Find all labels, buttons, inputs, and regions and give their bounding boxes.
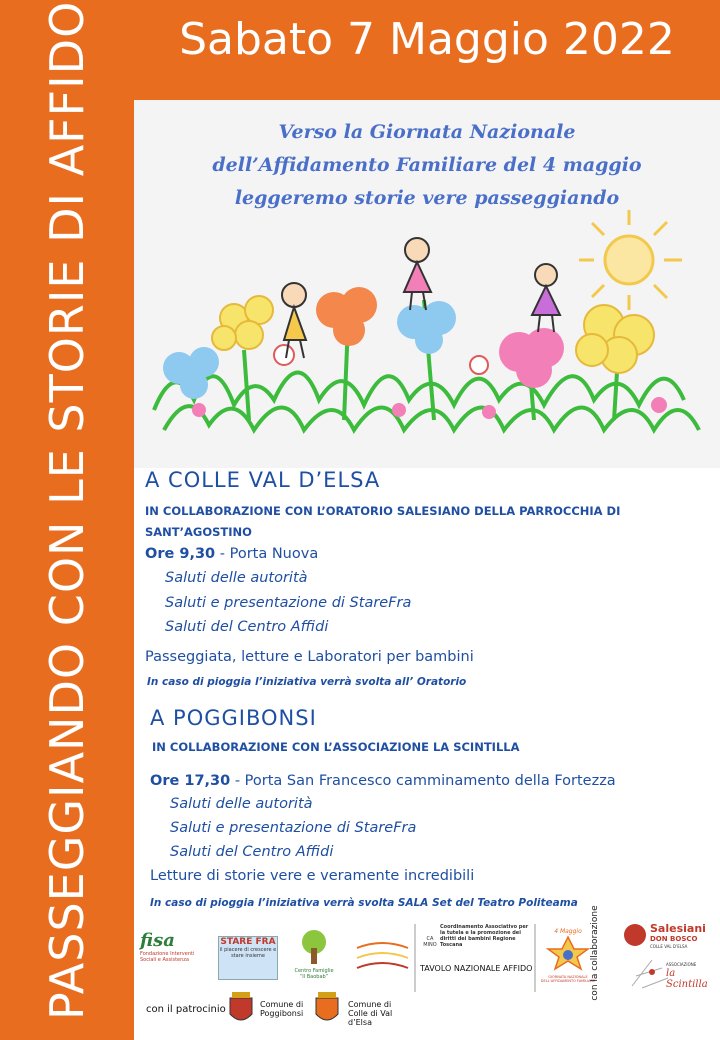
colle-item-1: Saluti delle autorità	[165, 570, 308, 586]
fisa-logo	[140, 930, 210, 985]
salesiani-emblem-icon	[624, 924, 646, 946]
salesiani-wordmark: Salesiani	[650, 922, 706, 935]
salesiani-caption: COLLE VAL D’ELSA	[650, 944, 688, 949]
comune-poggibonsi-label: Comune di Poggibonsi	[260, 1000, 304, 1018]
colle-collab-line-1: IN COLLABORAZIONE CON L’ORATORIO SALESIANO DELLA PARROCCHIA DI	[145, 504, 621, 518]
subtitle-line-3: leggeremo storie vere passeggiando	[234, 187, 620, 209]
colle-title: A COLLE VAL D’ELSA	[145, 468, 381, 492]
centro-famiglie-logo	[284, 928, 344, 986]
poggibonsi-crest-icon	[226, 990, 256, 1028]
don-bosco-label: DON BOSCO	[650, 935, 698, 943]
flower-icon	[163, 301, 456, 399]
side-title: PASSEGGIANDO CON LE STORIE DI AFFIDO	[40, 0, 94, 1020]
waves-icon	[355, 938, 410, 980]
associazione-label: ASSOCIAZIONE	[666, 962, 697, 967]
child-figure-icon	[532, 264, 560, 332]
scintilla-logo	[622, 956, 718, 990]
starefra-logo	[218, 936, 278, 980]
event-date: Sabato 7 Maggio 2022	[179, 14, 675, 65]
poggibonsi-item-2: Saluti e presentazione di StareFra	[170, 820, 417, 836]
sun-icon	[579, 210, 682, 310]
comune-colle-label: Comune di Colle di Val d’Elsa	[348, 1000, 393, 1027]
child-figure-icon	[404, 238, 431, 310]
subtitle-line-1: Verso la Giornata Nazionale	[278, 121, 576, 143]
children-flowers-drawing	[134, 100, 720, 468]
colle-collab-line-2: SANT’AGOSTINO	[145, 525, 252, 539]
poggibonsi-item-1: Saluti delle autorità	[170, 796, 313, 812]
fisa-caption: Fondazione Interventi Sociali e Assistenza	[140, 951, 195, 963]
giornata-logo	[538, 928, 598, 988]
poggibonsi-item-3: Saluti del Centro Affidi	[170, 844, 334, 860]
colle-activity: Passeggiata, letture e Laboratori per bambini	[145, 649, 474, 665]
tavolo-label: TAVOLO NAZIONALE AFFIDO	[420, 964, 533, 973]
camino-abbr: CA MINO	[423, 936, 437, 948]
flower-icon	[316, 287, 377, 346]
scintilla-wordmark: la Scintilla	[666, 968, 708, 990]
poggibonsi-time: Ore 17,30	[150, 773, 231, 789]
hero-illustration	[134, 100, 720, 468]
starefra-wordmark: STARE FRA	[220, 937, 276, 947]
colle-place: - Porta Nuova	[215, 546, 319, 562]
poggibonsi-time-row	[150, 773, 616, 789]
poggibonsi-rain-note: In caso di pioggia l’iniziativa verrà svolta SALA Set del Teatro Politeama	[150, 897, 578, 909]
colle-item-2: Saluti e presentazione di StareFra	[165, 595, 412, 611]
colle-rain-note: In caso di pioggia l’iniziativa verrà svolta all’ Oratorio	[147, 676, 467, 688]
fisa-wordmark: fisa	[140, 930, 175, 951]
poggibonsi-activity: Letture di storie vere e veramente incredibili	[150, 868, 475, 884]
patrocinio-label: con il patrocinio	[146, 1004, 226, 1015]
poggibonsi-place: - Porta San Francesco camminamento della Fortezza	[230, 773, 616, 789]
colle-item-3: Saluti del Centro Affidi	[165, 619, 329, 635]
poggibonsi-title: A POGGIBONSI	[150, 706, 317, 730]
side-bar	[0, 0, 134, 1040]
centro-famiglie-name: “Il Baobab”	[299, 974, 329, 980]
centro-famiglie-caption: Centro Famiglie	[294, 968, 334, 974]
subtitle-line-2: dell’Affidamento Familiare del 4 maggio	[212, 154, 642, 176]
poggibonsi-collab: IN COLLABORAZIONE CON L’ASSOCIAZIONE LA SCINTILLA	[152, 740, 520, 754]
collaborazione-label: con la collaborazione	[590, 905, 600, 1001]
coordinamento-text: Coordinamento Associativo per la tutela e la promozione dei diritti dei bambini Regione Toscana	[440, 924, 529, 948]
colle-crest-icon	[312, 990, 342, 1028]
star-icon	[538, 935, 598, 971]
starefra-caption: il piacere di crescere e stare insieme	[219, 947, 277, 959]
salesiani-logo	[622, 922, 718, 952]
colle-time: Ore 9,30	[145, 546, 216, 562]
abstract-logo	[355, 938, 410, 980]
flower-icon	[274, 345, 488, 374]
quattro-maggio: 4 Maggio	[554, 928, 582, 935]
colle-time-row	[145, 546, 318, 562]
tavolo-nazionale-logo	[414, 924, 536, 992]
tree-icon	[284, 928, 344, 964]
giornata-caption: GIORNATA NAZIONALE DELL’AFFIDAMENTO FAMILIARE	[540, 975, 596, 983]
